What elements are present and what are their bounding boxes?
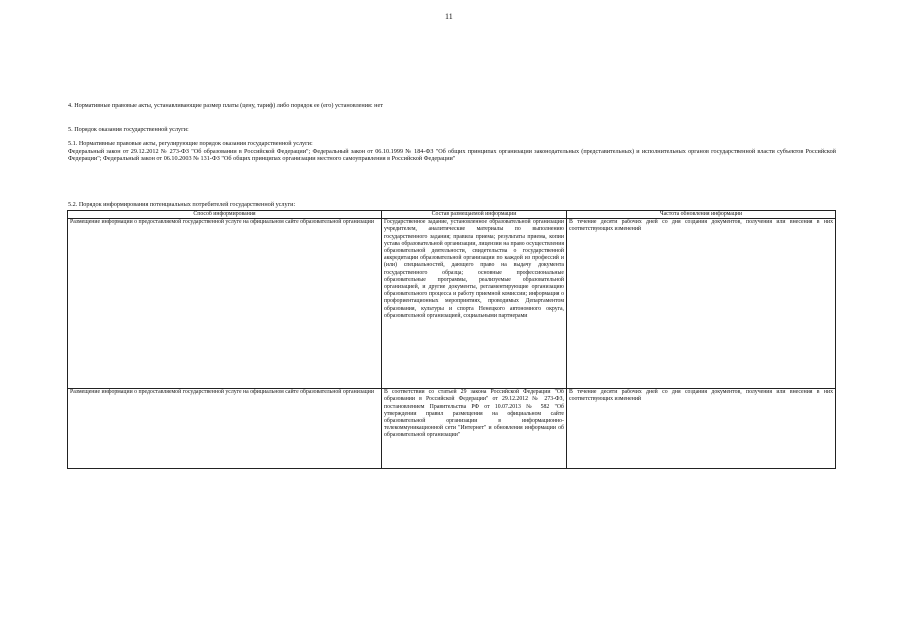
cell-method: Размещение информации о предоставляемой государственной услуге на официальном сайте образовательной организации bbox=[68, 219, 382, 389]
page-number: 11 bbox=[445, 12, 453, 21]
section-5-1-heading: 5.1. Нормативные правовые акты, регулирующие порядок оказания государственной услуги: bbox=[68, 140, 313, 147]
cell-content: В соответствии со статьей 29 закона Российской Федерации "Об образовании в Российской Федерации" от 29.12.2012 № 273-ФЗ, постановлением Правительства РФ от 10.07.2013 № 582 "Об утверждении правил размещения на официальном сайте образовательной организации в информационно-телекоммуникационной сети "Интернет" и обновления информации об образовательной организации" bbox=[382, 389, 567, 469]
header-frequency: Частота обновления информации bbox=[567, 211, 836, 219]
header-method: Способ информирования bbox=[68, 211, 382, 219]
section-4-text: 4. Нормативные правовые акты, устанавливающие размер платы (цену, тариф) либо порядок ее (его) установления: нет bbox=[68, 102, 383, 109]
cell-content: Государственное задание, установленное образовательной организации учредителем, аналитические материалы по выполнению государственного задания; правила приема; результаты приема, копии устава образовательной организации, лицензии на право осуществления образовательной деятельности, свидетельства о государственной аккредитации образовательной организации по каждой из профессий и (или) специальностей, дающего право на выдачу документа государственного образца; основные профессиональные образовательные программы, реализуемые образовательной организацией, и другие документы, регламентирующие организацию образовательного процесса и работу приемной комиссии; информация о профориентационных мероприятиях, проводимых Департаментом образования, культуры и спорта Ненецкого автономного округа, образовательной организацией, социальными партнерами bbox=[382, 219, 567, 389]
table-row bbox=[68, 389, 836, 469]
header-content: Состав размещаемой информации bbox=[382, 211, 567, 219]
section-5-2-heading: 5.2. Порядок информирования потенциальных потребителей государственной услуги: bbox=[68, 201, 296, 208]
cell-frequency: В течение десяти рабочих дней со дня создания документов, получения или внесения в них соответствующих изменений bbox=[567, 389, 836, 469]
table-header-row bbox=[68, 211, 836, 219]
section-5-heading: 5. Порядок оказания государственной услуги: bbox=[68, 126, 189, 133]
cell-method: Размещение информации о предоставляемой государственной услуге на официальном сайте образовательной организации bbox=[68, 389, 382, 469]
section-5-1-text: Федеральный закон от 29.12.2012 № 273-ФЗ "Об образовании в Российской Федерации"; Федеральный закон от 06.10.1999 № 184-ФЗ "Об общих принципах организации законодательных (представительных) и исполнительных органов государственной власти субъектов Российской Федерации"; Федеральный закон от 06.10.2003 № 131-ФЗ "Об общих принципах организации местного самоуправления в Российской Федерации" bbox=[68, 148, 836, 163]
cell-frequency: В течение десяти рабочих дней со дня создания документов, получения или внесения в них соответствующих изменений bbox=[567, 219, 836, 389]
table-row bbox=[68, 219, 836, 389]
information-table bbox=[67, 210, 836, 469]
